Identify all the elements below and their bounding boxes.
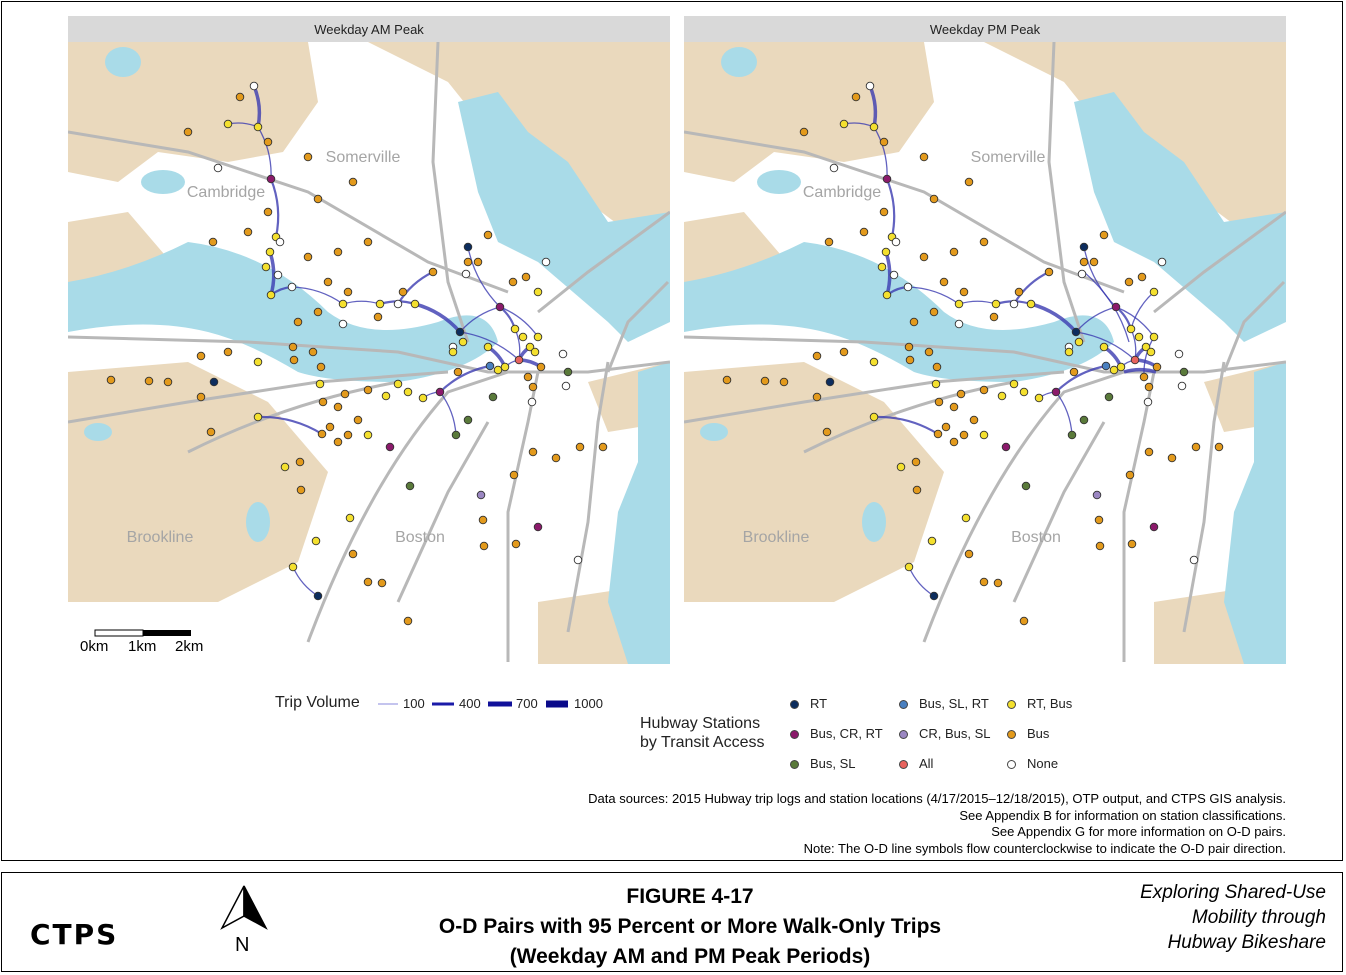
legend-label: Bus [1027, 726, 1050, 741]
legend-dot-rt [790, 700, 799, 709]
report-title-line3: Hubway Bikeshare [1167, 932, 1326, 953]
north-label: N [235, 934, 250, 956]
stations-title-line2: by Transit Access [640, 734, 765, 751]
volume-label-700: 700 [516, 696, 538, 711]
scale-bar [95, 630, 191, 636]
volume-label-1000: 1000 [574, 696, 603, 711]
sources-line2: See Appendix B for information on station classifications. [959, 807, 1286, 823]
legend-label: CR, Bus, SL [919, 726, 991, 741]
scale-label-1: 1km [128, 638, 157, 655]
ctps-logo: CTPS [30, 918, 119, 951]
figure-number: FIGURE 4-17 [626, 885, 754, 908]
scale-label-2: 2km [175, 638, 204, 655]
pm-basemap [684, 42, 1286, 664]
legend-dot-bus-sl-rt [899, 700, 908, 709]
figure-title [380, 882, 1000, 972]
legend-label: RT [810, 696, 828, 711]
report-title [1086, 880, 1326, 955]
cambridge-label: Cambridge [802, 184, 882, 201]
legend-dot-bus-cr-rt [790, 730, 799, 739]
cambridge-label: Cambridge [186, 184, 266, 201]
legend-dot-none [1007, 760, 1016, 769]
somerville-label: Somerville [325, 149, 401, 166]
somerville-label: Somerville [970, 149, 1046, 166]
pm-peak-title: Weekday PM Peak [684, 16, 1286, 42]
legend-label: Bus, SL, RT [919, 696, 989, 711]
am-basemap [68, 42, 670, 664]
sources-line4: Note: The O-D line symbols flow counterclockwise to indicate the O-D pair direction. [803, 840, 1286, 856]
scale-label-0: 0km [80, 638, 109, 655]
sources-line3: See Appendix G for more information on O-D pairs. [991, 824, 1286, 839]
trip-volume-title: Trip Volume [275, 694, 360, 711]
am-peak-title: Weekday AM Peak [68, 16, 670, 42]
volume-label-100: 100 [403, 696, 425, 711]
legend-dot-all [899, 760, 908, 769]
legend-label: All [919, 756, 934, 771]
pm-peak-map [684, 42, 1286, 664]
report-title-line1: Exploring Shared-Use [1140, 882, 1326, 903]
figure-title-line1: O-D Pairs with 95 Percent or More Walk-Only Trips [438, 915, 942, 938]
boston-label: Boston [1011, 529, 1061, 546]
legend-label: Bus, SL [810, 756, 856, 771]
pm-peak-panel [684, 16, 1286, 664]
legend-dot-bus-sl [790, 760, 799, 769]
data-sources [588, 791, 1286, 857]
am-peak-map [68, 42, 670, 664]
brookline-label: Brookline [742, 529, 810, 546]
figure-title-line2: (Weekday AM and PM Peak Periods) [509, 945, 871, 968]
brookline-label: Brookline [126, 529, 194, 546]
sources-line1: Data sources: 2015 Hubway trip logs and station locations (4/17/2015–12/18/2015), OTP output, and CTPS GIS analysis. [588, 791, 1286, 806]
boston-label: Boston [395, 529, 445, 546]
legend-label: RT, Bus [1027, 696, 1073, 711]
legend-dot-rt-bus [1007, 700, 1016, 709]
legend-label: Bus, CR, RT [810, 726, 883, 741]
report-title-line2: Mobility through [1191, 907, 1326, 928]
stations-title-line1: Hubway Stations [640, 715, 761, 732]
legend-dot-bus [1007, 730, 1016, 739]
volume-label-400: 400 [459, 696, 481, 711]
legend-label: None [1027, 756, 1059, 771]
am-peak-panel [68, 16, 670, 664]
legend-dot-cr-bus-sl [899, 730, 908, 739]
